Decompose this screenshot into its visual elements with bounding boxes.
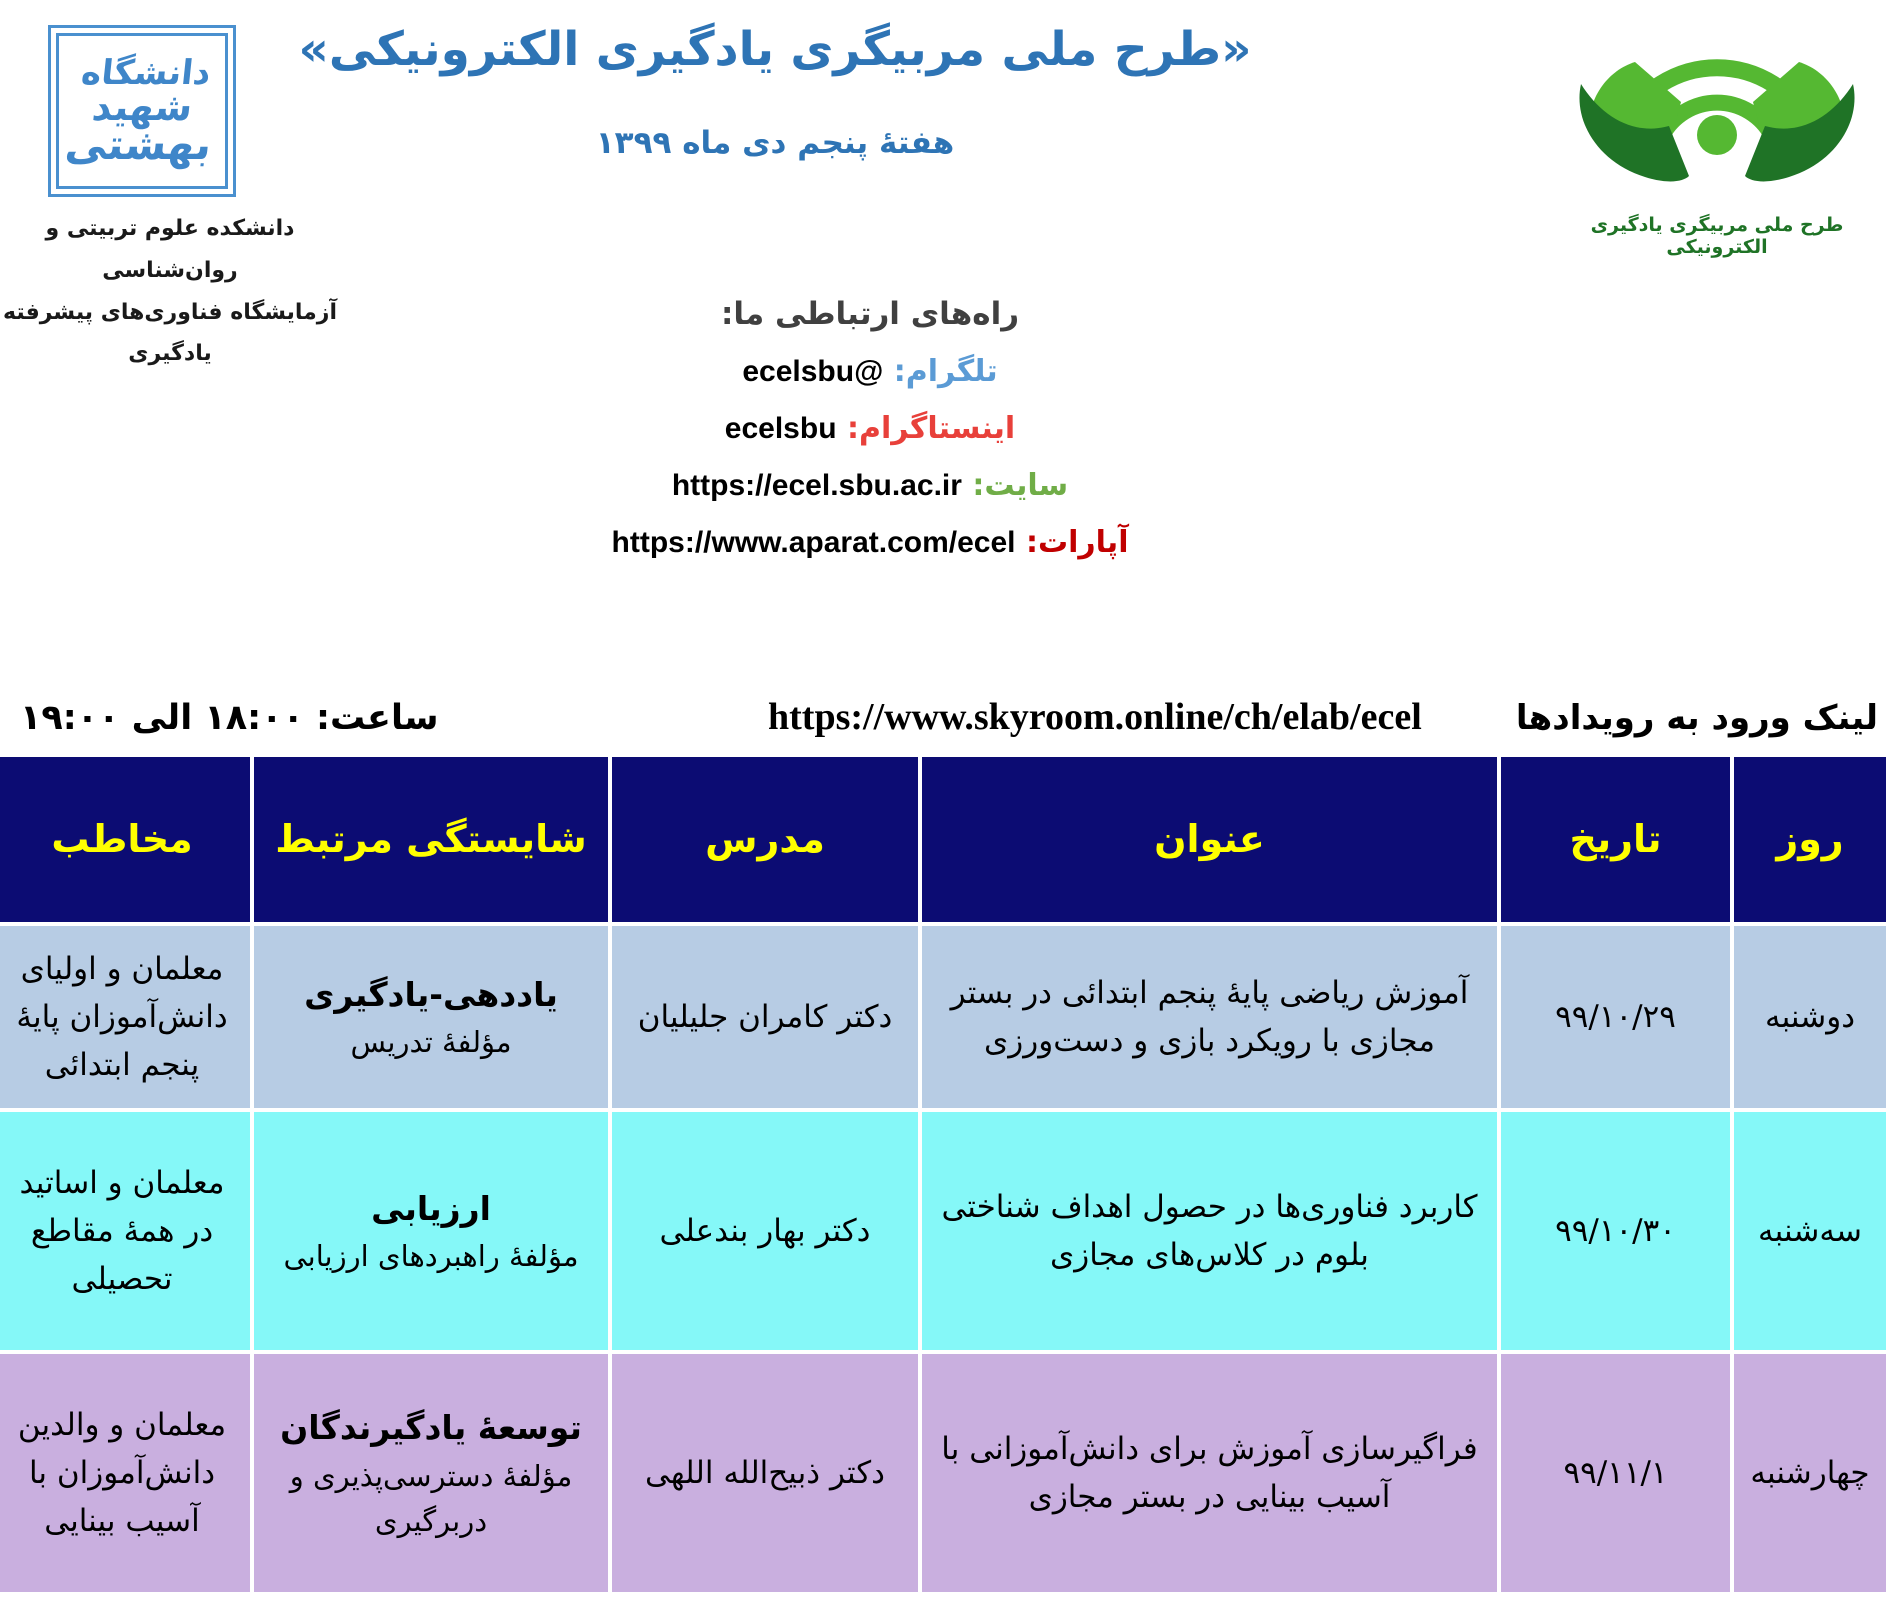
- telegram-label: تلگرام: [905, 354, 998, 389]
- schedule-table: [14, 757, 1886, 1592]
- faculty-line-2: آزمایشگاه فناوری‌های پیشرفته یادگیری: [3, 299, 337, 367]
- row1-competency-sub: مؤلفۀ تدریس: [350, 1025, 512, 1060]
- row3-instructor: دکتر ذبیح‌الله اللهی: [612, 1354, 918, 1592]
- contact-block: [430, 296, 1310, 582]
- aparat-url[interactable]: https://www.aparat.com/ecel: [611, 526, 1016, 559]
- contact-telegram: تلگرام: @ecelsbu: [742, 354, 998, 389]
- page-subtitle: هفتۀ پنجم دی ماه ۱۳۹۹: [595, 125, 955, 161]
- row2-competency: [254, 1112, 608, 1350]
- logo-word-1: دانشگاه: [79, 52, 213, 93]
- col-header-title: عنوان: [922, 757, 1497, 922]
- row3-day: چهارشنبه: [1734, 1354, 1886, 1592]
- row3-competency: [254, 1354, 608, 1592]
- row1-audience: معلمان و اولیای دانش‌آموزان پایۀ پنجم ابتدائی: [0, 926, 250, 1108]
- skyroom-link[interactable]: https://www.skyroom.online/ch/elab/ecel: [768, 696, 1422, 738]
- row2-day: سه‌شنبه: [1734, 1112, 1886, 1350]
- instagram-label: اینستاگرام: [858, 411, 1016, 446]
- contact-heading: راه‌های ارتباطی ما:: [720, 296, 1020, 332]
- aparat-label: آپارات: [1037, 525, 1129, 560]
- row2-title: کاربرد فناوری‌ها در حصول اهداف شناختی بلوم در کلاس‌های مجازی: [922, 1112, 1497, 1350]
- row3-competency-sub: مؤلفۀ دسترسی‌پذیری و دربرگیری: [289, 1458, 573, 1538]
- col-header-audience: مخاطب: [0, 757, 250, 922]
- university-logo: [48, 25, 236, 197]
- row1-competency: [254, 926, 608, 1108]
- instagram-handle[interactable]: ecelsbu: [724, 412, 837, 445]
- page-title: «طرح ملی مربیگری یادگیری الکترونیکی»: [298, 22, 1252, 77]
- row2-audience: معلمان و اساتید در همۀ مقاطع تحصیلی: [0, 1112, 250, 1350]
- ecel-logo-caption: طرح ملی مربیگری یادگیری الکترونیکی: [1590, 214, 1844, 258]
- site-url[interactable]: https://ecel.sbu.ac.ir: [671, 469, 962, 502]
- university-logo-calligraphy: [62, 52, 220, 170]
- site-label: سایت: [984, 468, 1069, 503]
- row1-competency-main: یاددهی-یادگیری: [304, 974, 558, 1014]
- row3-title: فراگیرسازی آموزش برای دانش‌آموزانی با آسیب بینایی در بستر مجازی: [922, 1354, 1497, 1592]
- row2-competency-main: ارزیابی: [371, 1188, 491, 1228]
- logo-word-2: شهید: [90, 85, 195, 130]
- row1-date: ۹۹/۱۰/۲۹: [1501, 926, 1730, 1108]
- row3-competency-main: توسعۀ یادگیرندگان: [280, 1408, 582, 1448]
- telegram-handle[interactable]: @ecelsbu: [742, 355, 884, 388]
- row1-instructor: دکتر کامران جلیلیان: [612, 926, 918, 1108]
- col-header-instructor: مدرس: [612, 757, 918, 922]
- row1-day: دوشنبه: [1734, 926, 1886, 1108]
- contact-site: سایت: https://ecel.sbu.ac.ir: [671, 468, 1069, 503]
- row3-date: ۹۹/۱۱/۱: [1501, 1354, 1730, 1592]
- title-block: [280, 22, 1270, 161]
- faculty-line-1: دانشکده علوم تربیتی و روان‌شناسی: [45, 216, 295, 283]
- row2-date: ۹۹/۱۰/۳۰: [1501, 1112, 1730, 1350]
- hands-wifi-logo-icon: [1567, 8, 1867, 208]
- col-header-date: تاریخ: [1501, 757, 1730, 922]
- row2-competency-sub: مؤلفۀ راهبردهای ارزیابی: [283, 1239, 579, 1274]
- faculty-caption: [0, 208, 340, 375]
- session-time: ساعت: ۱۸:۰۰ الی ۱۹:۰۰: [20, 698, 439, 738]
- row2-instructor: دکتر بهار بندعلی: [612, 1112, 918, 1350]
- col-header-day: روز: [1734, 757, 1886, 922]
- contact-aparat: آپارات: https://www.aparat.com/ecel: [611, 525, 1129, 560]
- row1-title: آموزش ریاضی پایۀ پنجم ابتدائی در بستر مجازی با رویکرد بازی و دست‌ورزی: [922, 926, 1497, 1108]
- col-header-competency: شایستگی مرتبط: [254, 757, 608, 922]
- row3-audience: معلمان و والدین دانش‌آموزان با آسیب بینایی: [0, 1354, 250, 1592]
- ecel-logo: [1552, 8, 1882, 258]
- logo-word-3: بهشتی: [62, 120, 214, 170]
- contact-instagram: اینستاگرام: ecelsbu: [724, 411, 1016, 446]
- events-link-label: لینک ورود به رویدادها: [1515, 698, 1878, 738]
